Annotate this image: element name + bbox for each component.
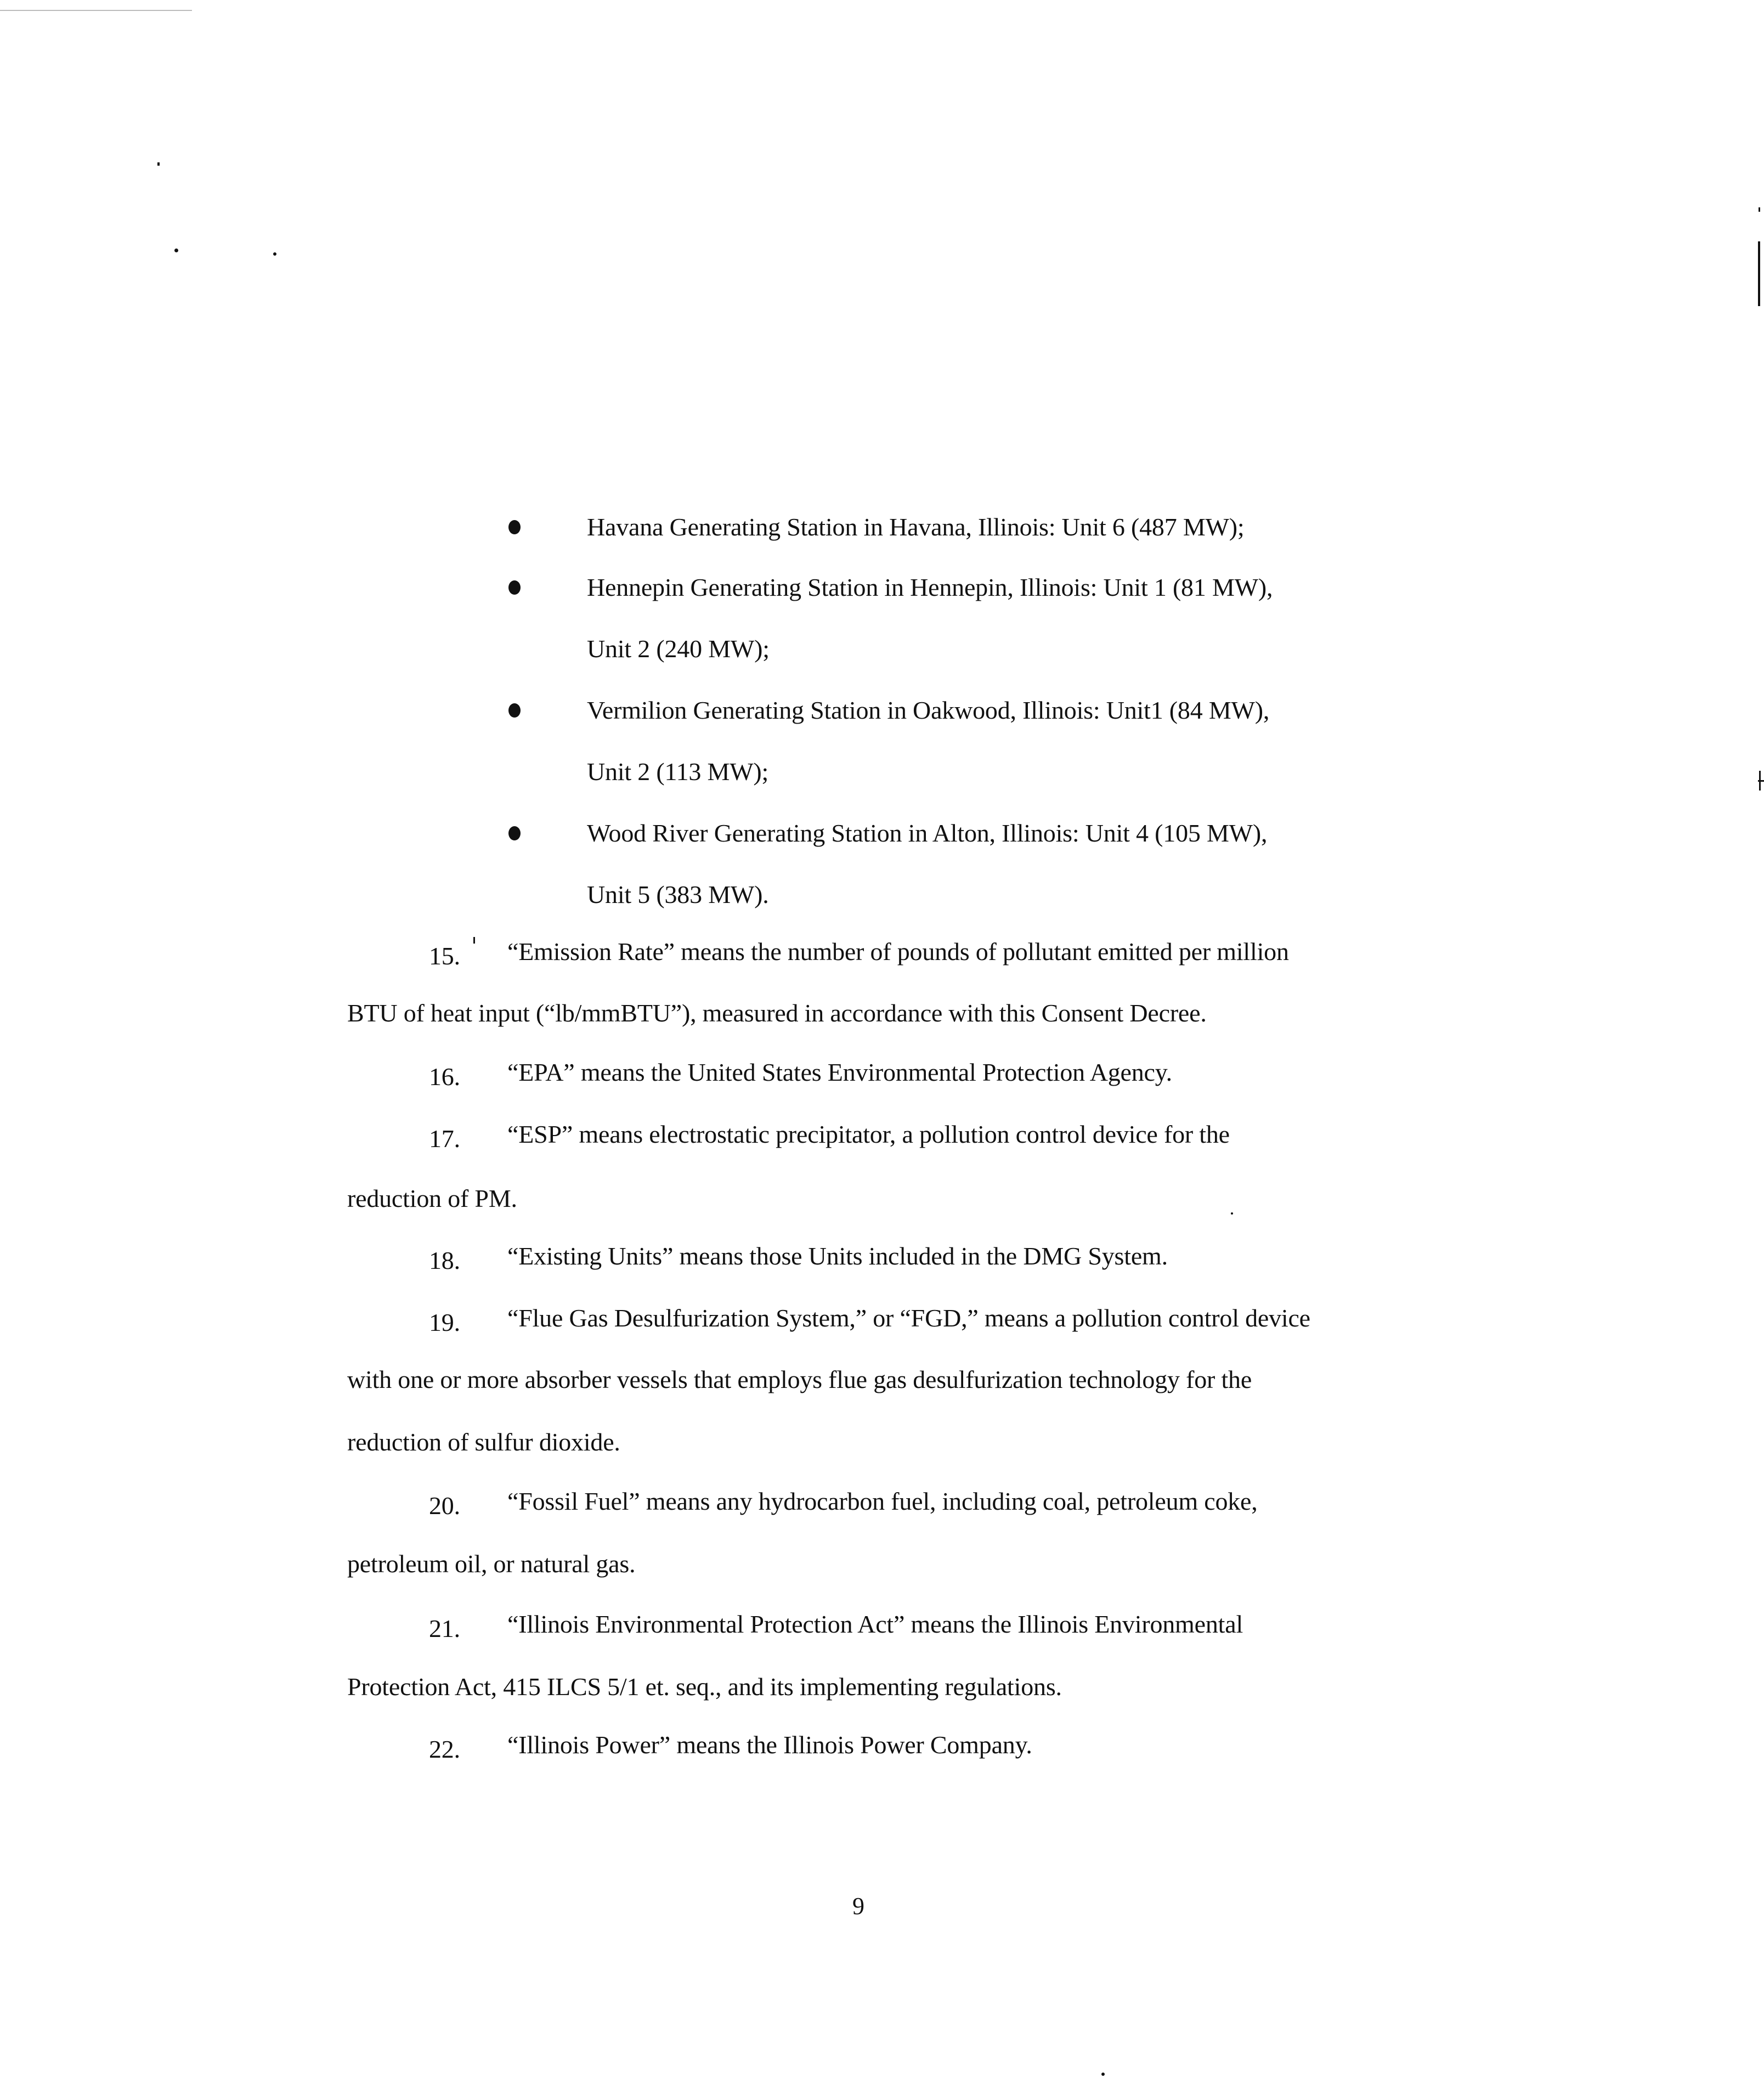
bullet-item-hennepin-continuation: Unit 2 (240 MW); bbox=[587, 635, 770, 663]
scan-artifact-speck bbox=[174, 249, 178, 252]
scan-artifact-edge-line bbox=[1758, 241, 1760, 306]
bullet-item-havana: Havana Generating Station in Havana, Illinois: Unit 6 (487 MW); bbox=[587, 513, 1245, 541]
bullet-dot bbox=[508, 703, 521, 718]
scan-artifact-edge-mark bbox=[1758, 780, 1764, 782]
definition-illinois-power: “Illinois Power” means the Illinois Power Company. bbox=[507, 1731, 1032, 1759]
scan-artifact-speck bbox=[157, 162, 160, 166]
definition-fgd: “Flue Gas Desulfurization System,” or “FGD,” means a pollution control device bbox=[507, 1304, 1310, 1332]
definition-epa: “EPA” means the United States Environmental Protection Agency. bbox=[507, 1058, 1172, 1086]
definition-fgd-continuation: with one or more absorber vessels that employs flue gas desulfurization technology for the bbox=[347, 1365, 1252, 1393]
definition-existing-units: “Existing Units” means those Units included in the DMG System. bbox=[507, 1242, 1168, 1270]
paragraph-number: 20. bbox=[429, 1492, 460, 1520]
bullet-item-wood-river-continuation: Unit 5 (383 MW). bbox=[587, 880, 769, 908]
scan-artifact-speck bbox=[1231, 1212, 1233, 1215]
scan-artifact-top-rule bbox=[0, 10, 192, 11]
definition-fgd-continuation: reduction of sulfur dioxide. bbox=[347, 1428, 620, 1456]
definition-fossil-fuel: “Fossil Fuel” means any hydrocarbon fuel, including coal, petroleum coke, bbox=[507, 1487, 1258, 1515]
scan-artifact-tick bbox=[473, 937, 475, 944]
paragraph-number: 15. bbox=[429, 942, 460, 970]
scan-artifact-speck bbox=[1101, 2073, 1105, 2076]
paragraph-number: 17. bbox=[429, 1125, 460, 1153]
paragraph-number: 16. bbox=[429, 1063, 460, 1091]
bullet-dot bbox=[508, 580, 521, 595]
definition-emission-rate-continuation: BTU of heat input (“lb/mmBTU”), measured in accordance with this Consent Decree. bbox=[347, 999, 1207, 1027]
paragraph-number: 19. bbox=[429, 1308, 460, 1336]
paragraph-number: 22. bbox=[429, 1735, 460, 1763]
definition-esp-continuation: reduction of PM. bbox=[347, 1184, 517, 1212]
definition-fossil-fuel-continuation: petroleum oil, or natural gas. bbox=[347, 1550, 636, 1578]
definition-illinois-epa-act: “Illinois Environmental Protection Act” means the Illinois Environmental bbox=[507, 1610, 1243, 1638]
definition-emission-rate: “Emission Rate” means the number of pounds of pollutant emitted per million bbox=[507, 938, 1289, 966]
paragraph-number: 18. bbox=[429, 1246, 460, 1274]
scan-artifact-speck bbox=[1759, 207, 1760, 212]
paragraph-number: 21. bbox=[429, 1614, 460, 1642]
bullet-item-hennepin: Hennepin Generating Station in Hennepin, Illinois: Unit 1 (81 MW), bbox=[587, 573, 1273, 601]
bullet-item-vermilion-continuation: Unit 2 (113 MW); bbox=[587, 758, 769, 786]
definition-illinois-epa-act-continuation: Protection Act, 415 ILCS 5/1 et. seq., and its implementing regulations. bbox=[347, 1673, 1062, 1701]
bullet-dot bbox=[508, 520, 521, 534]
bullet-item-vermilion: Vermilion Generating Station in Oakwood, Illinois: Unit1 (84 MW), bbox=[587, 696, 1270, 724]
bullet-item-wood-river: Wood River Generating Station in Alton, Illinois: Unit 4 (105 MW), bbox=[587, 819, 1268, 847]
bullet-dot bbox=[508, 826, 521, 840]
definition-esp: “ESP” means electrostatic precipitator, a pollution control device for the bbox=[507, 1120, 1230, 1148]
scan-artifact-speck bbox=[273, 252, 276, 256]
page-number: 9 bbox=[852, 1893, 864, 1919]
